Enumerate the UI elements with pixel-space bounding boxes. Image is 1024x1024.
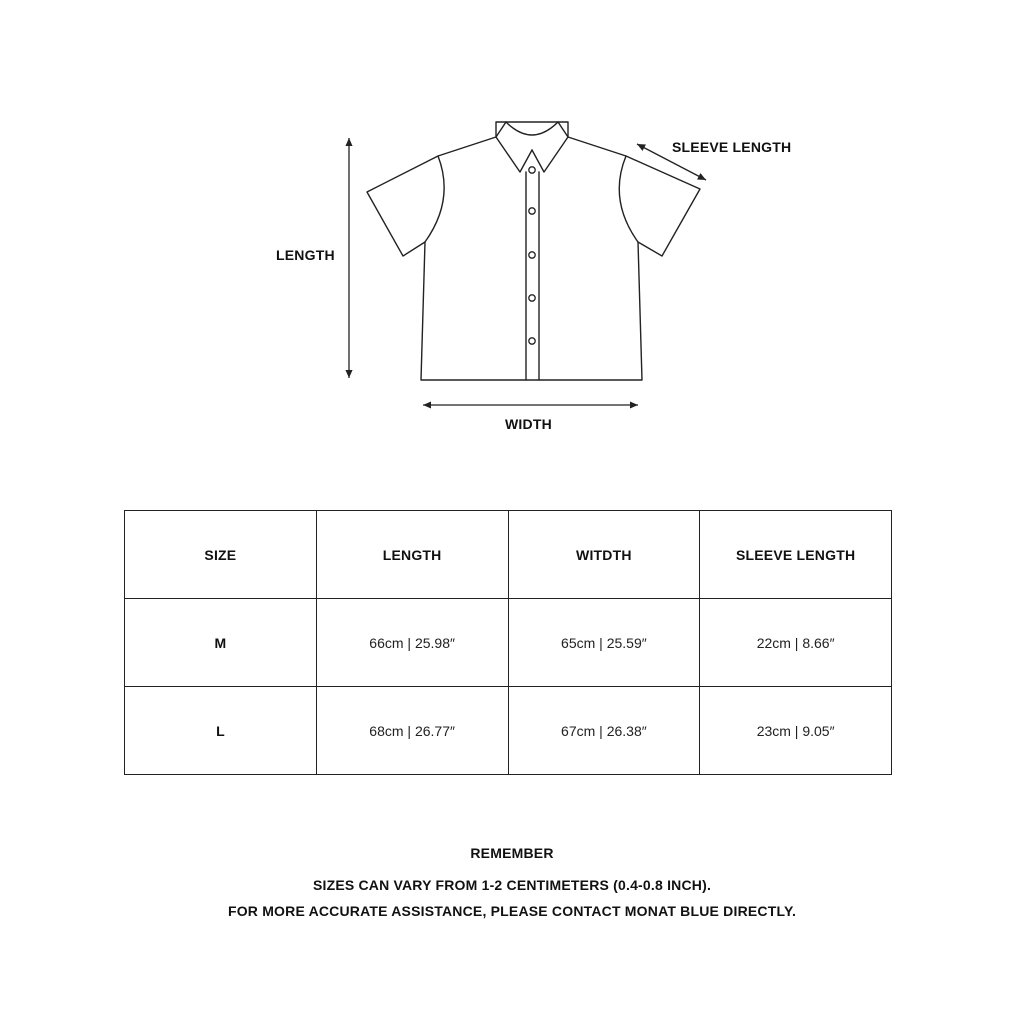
note-line-1: SIZES CAN VARY FROM 1-2 CENTIMETERS (0.4-0.8 INCH). (312, 877, 712, 893)
sleeve-length-label: SLEEVE LENGTH (672, 139, 792, 155)
left-sleeve (367, 156, 438, 256)
size-chart-table (124, 510, 892, 775)
table-header-row (125, 511, 892, 599)
length-value: 68cm | 26.77″ (316, 687, 508, 775)
shirt-measurement-diagram (0, 0, 1024, 470)
header-width: WITDTH (508, 511, 700, 599)
length-value: 66cm | 25.98″ (316, 599, 508, 687)
shirt-button (529, 295, 535, 301)
shirt-button (529, 167, 535, 173)
header-length: LENGTH (316, 511, 508, 599)
table-row (125, 687, 892, 775)
length-label: LENGTH (276, 247, 335, 263)
shirt-button (529, 252, 535, 258)
header-size: SIZE (125, 511, 317, 599)
note-line-2: FOR MORE ACCURATE ASSISTANCE, PLEASE CONTACT MONAT BLUE DIRECTLY. (227, 903, 797, 919)
placket (526, 172, 539, 380)
size-value: M (125, 599, 317, 687)
shirt-button (529, 208, 535, 214)
neckline (506, 122, 558, 135)
width-label: WIDTH (505, 416, 552, 432)
note-title: REMEMBER (470, 845, 554, 861)
shirt-button (529, 338, 535, 344)
table-row (125, 599, 892, 687)
shirt-illustration (0, 0, 1024, 470)
size-value: L (125, 687, 317, 775)
width-value: 65cm | 25.59″ (508, 599, 700, 687)
width-value: 67cm | 26.38″ (508, 687, 700, 775)
sleeve-value: 23cm | 9.05″ (700, 687, 892, 775)
header-sleeve-length: SLEEVE LENGTH (700, 511, 892, 599)
sleeve-value: 22cm | 8.66″ (700, 599, 892, 687)
